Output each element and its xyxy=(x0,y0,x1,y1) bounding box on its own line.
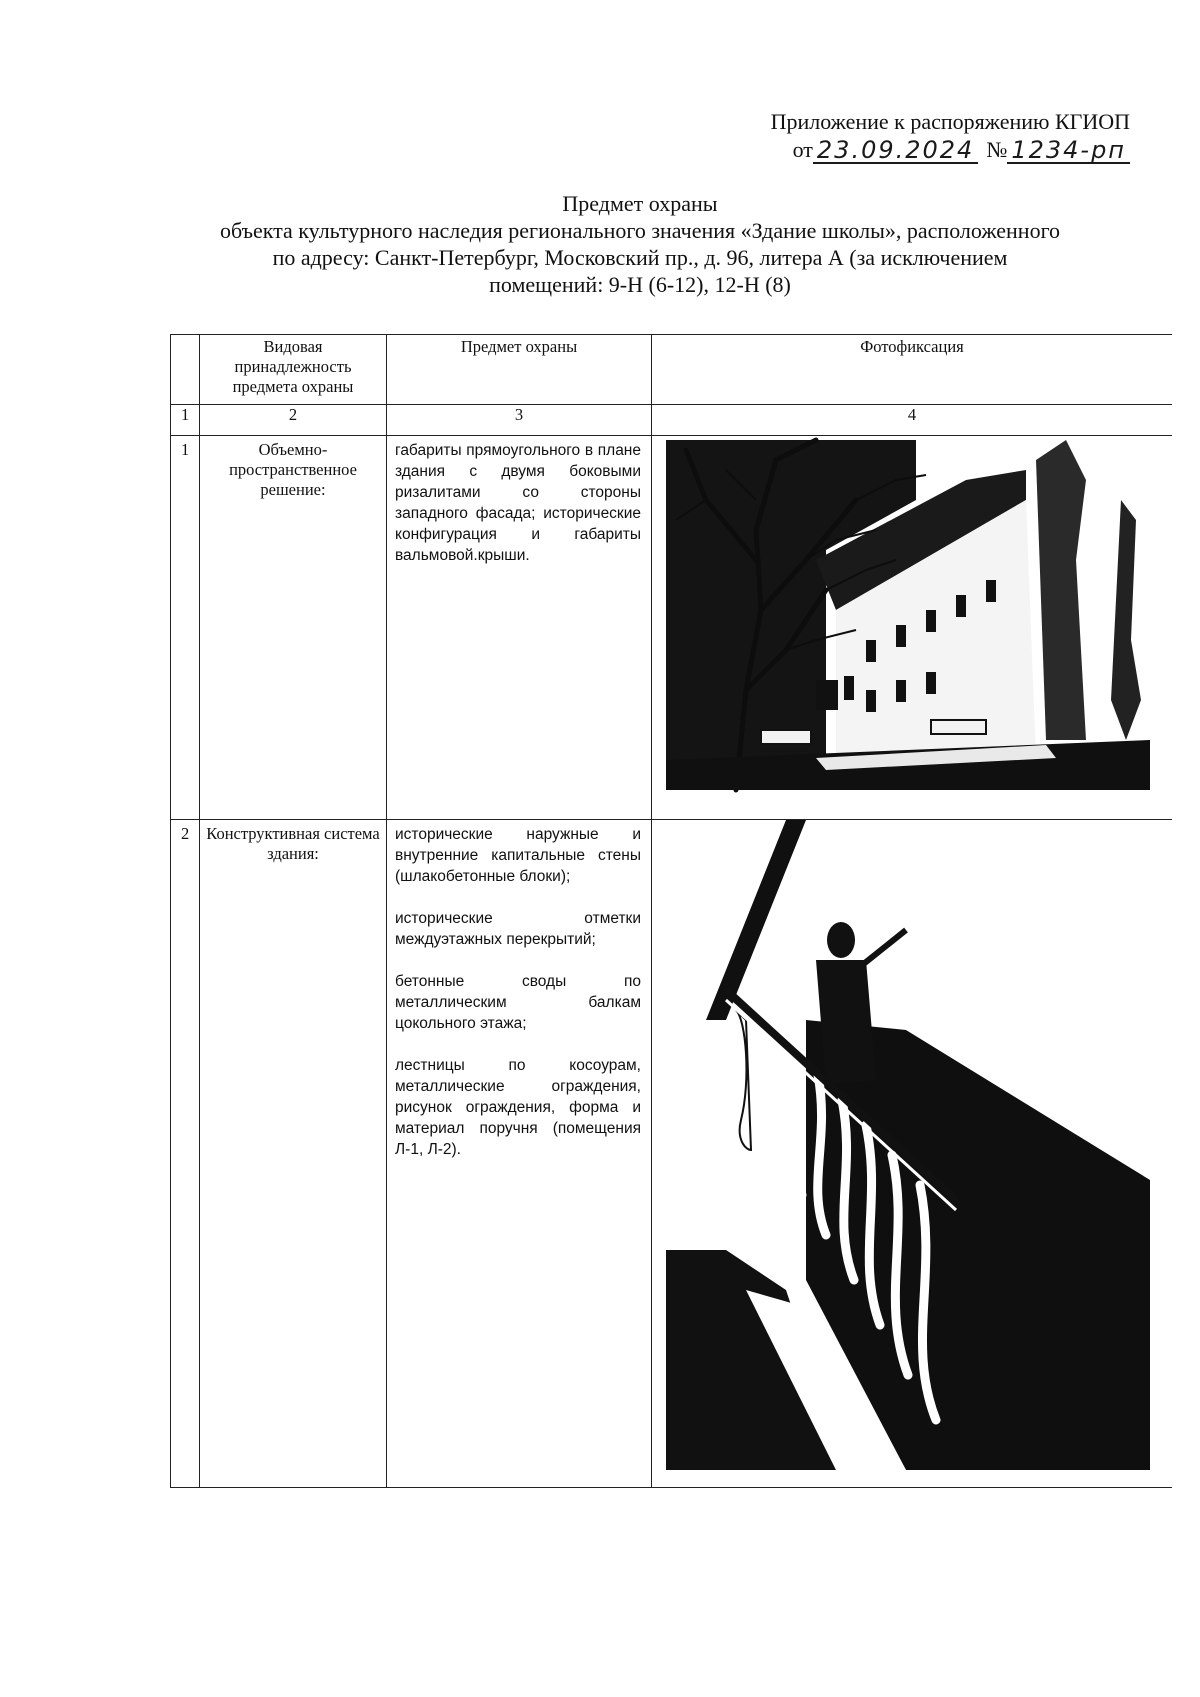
number-label: № xyxy=(986,137,1008,162)
order-date: 23.09.2024 xyxy=(813,138,978,164)
header-cell-subject: Предмет охраны xyxy=(387,335,652,405)
header-cell-photo: Фотофиксация xyxy=(652,335,1173,405)
table-row xyxy=(171,820,1173,1488)
protection-subject-table xyxy=(170,334,1172,1488)
subject-paragraph: габариты прямоугольного в плане здания с двумя боковыми ризалитами со стороны западного фасада; исторические конфигурация и габариты вальмовой.крыши. xyxy=(395,442,641,564)
subject-paragraph: лестницы по косоурам, металлические ограждения, рисунок ограждения, форма и материал поручня (помещения Л-1, Л-2). xyxy=(395,1057,641,1158)
table-header-row xyxy=(171,335,1173,405)
header-cell-empty xyxy=(171,335,200,405)
row-number: 2 xyxy=(171,820,200,1488)
row-number: 1 xyxy=(171,436,200,820)
order-reference xyxy=(650,136,1130,164)
header-cell-kind: Видовая принадлежность предмета охраны xyxy=(200,335,387,405)
row-subject xyxy=(387,820,652,1488)
document-title xyxy=(150,190,1130,298)
appendix-caption: Приложение к распоряжению КГИОП xyxy=(770,109,1130,134)
row-kind: Объемно-пространственное решение: xyxy=(200,436,387,820)
subject-paragraph: бетонные своды по металлическим балкам цокольного этажа; xyxy=(395,973,641,1032)
title-line-2: объекта культурного наследия регионального значения «Здание школы», расположенного xyxy=(219,218,1061,243)
column-number: 4 xyxy=(652,405,1173,436)
row-kind: Конструктивная система здания: xyxy=(200,820,387,1488)
from-label: от xyxy=(792,137,813,162)
title-line-4: помещений: 9-Н (6-12), 12-Н (8) xyxy=(489,272,791,297)
photo-cell xyxy=(652,436,1173,820)
column-number: 1 xyxy=(171,405,200,436)
title-line-1: Предмет охраны xyxy=(562,191,718,216)
school-building-photo xyxy=(652,436,1164,806)
title-line-3: по адресу: Санкт-Петербург, Московский пр., д. 96, литера А (за исключением xyxy=(272,245,1008,270)
document-header xyxy=(650,108,1130,164)
column-number: 2 xyxy=(200,405,387,436)
row-subject xyxy=(387,436,652,820)
order-number: 1234-рп xyxy=(1007,138,1130,164)
photo-cell xyxy=(652,820,1173,1488)
column-number: 3 xyxy=(387,405,652,436)
subject-paragraph: исторические наружные и внутренние капитальные стены (шлакобетонные блоки); xyxy=(395,826,641,885)
column-number-row xyxy=(171,405,1173,436)
staircase-photo xyxy=(652,820,1164,1480)
subject-paragraph: исторические отметки междуэтажных перекрытий; xyxy=(395,910,641,948)
table-row xyxy=(171,436,1173,820)
